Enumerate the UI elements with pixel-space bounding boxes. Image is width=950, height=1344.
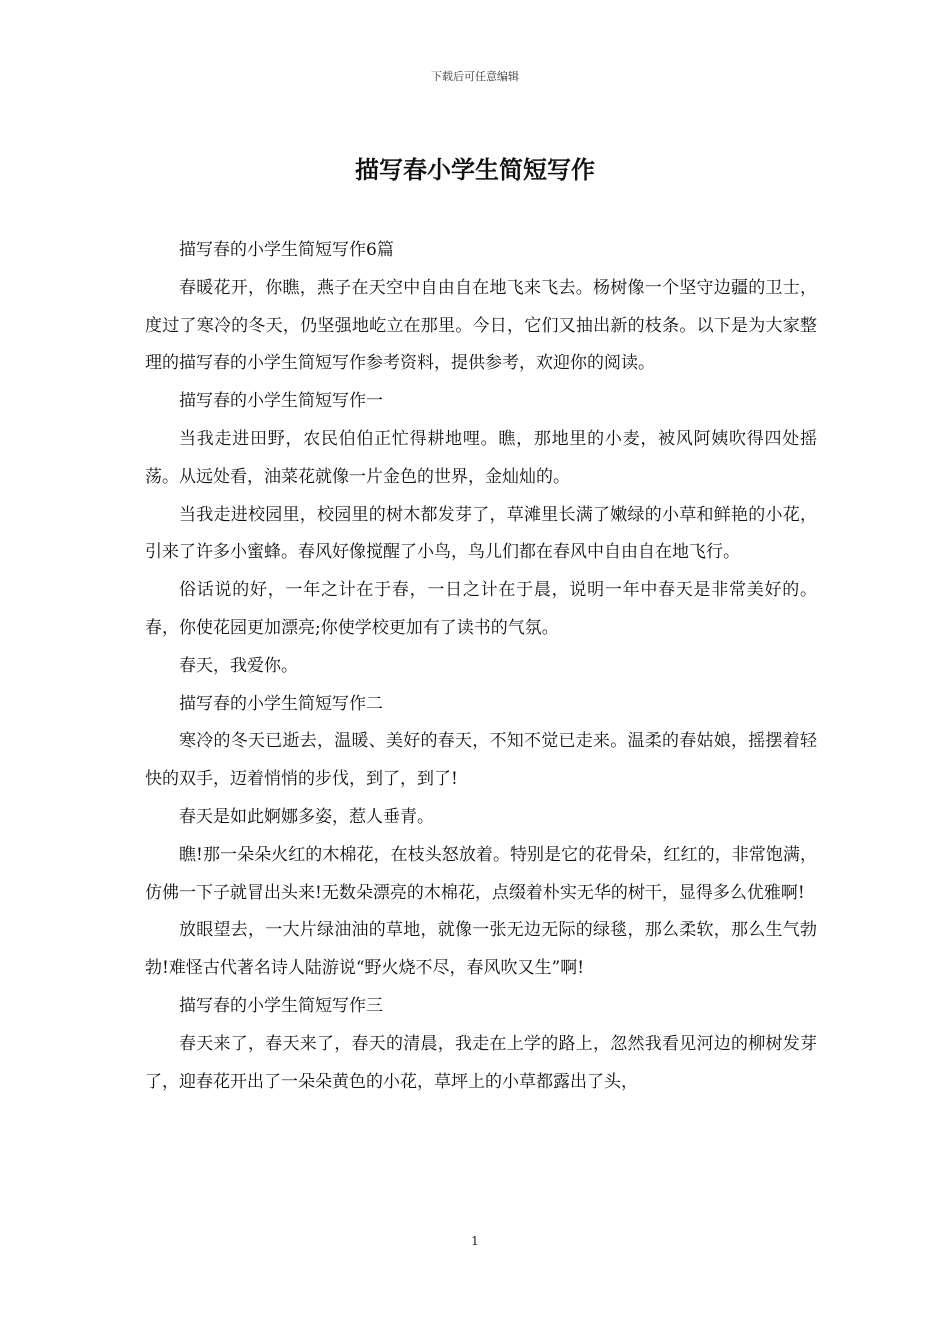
body-paragraph: 俗话说的好，一年之计在于春，一日之计在于晨，说明一年中春天是非常美好的。春，你使花园更加漂亮;你使学校更加有了读书的气氛。 <box>145 580 817 638</box>
document-body <box>145 232 817 1101</box>
subtitle-paragraph: 描写春的小学生简短写作6篇 <box>179 240 394 260</box>
body-paragraph: 春天，我爱你。 <box>179 655 298 676</box>
body-paragraph: 当我走进田野，农民伯伯正忙得耕地哩。瞧，那地里的小麦，被风阿姨吹得四处摇荡。从远处看，油菜花就像一片金色的世界，金灿灿的。 <box>145 428 817 487</box>
page-number: 1 <box>471 1234 479 1248</box>
body-paragraph: 寒冷的冬天已逝去，温暖、美好的春天，不知不觉已走来。温柔的春姑娘，摇摆着轻快的双手，迈着悄悄的步伐，到了，到了! <box>145 731 817 790</box>
header-note: 下载后可任意编辑 <box>431 70 519 83</box>
document-title: 描写春小学生简短写作 <box>355 155 595 184</box>
section-heading-2: 描写春的小学生简短写作二 <box>179 693 383 714</box>
intro-paragraph: 春暖花开，你瞧，燕子在天空中自由自在地飞来飞去。杨树像一个坚守边疆的卫士，度过了寒冷的冬天，仍坚强地屹立在那里。今日，它们又抽出新的枝条。以下是为大家整理的描写春的小学生简短写作参考资料，提供参考，欢迎你的阅读。 <box>145 277 817 374</box>
body-paragraph: 放眼望去，一大片绿油油的草地，就像一张无边无际的绿毯，那么柔软，那么生气勃勃!难怪古代著名诗人陆游说“野火烧不尽，春风吹又生”啊! <box>145 920 817 979</box>
section-heading-3: 描写春的小学生简短写作三 <box>179 995 383 1016</box>
body-paragraph: 瞧!那一朵朵火红的木棉花，在枝头怒放着。特别是它的花骨朵，红红的，非常饱满，仿佛一下子就冒出头来!无数朵漂亮的木棉花，点缀着朴实无华的树干，显得多么优雅啊! <box>145 844 817 903</box>
body-paragraph: 春天是如此婀娜多姿，惹人垂青。 <box>179 806 434 827</box>
body-paragraph: 当我走进校园里，校园里的树木都发芽了，草滩里长满了嫩绿的小草和鲜艳的小花，引来了许多小蜜蜂。春风好像搅醒了小鸟，鸟儿们都在春风中自由自在地飞行。 <box>145 504 817 563</box>
section-heading-1: 描写春的小学生简短写作一 <box>179 391 383 412</box>
body-paragraph: 春天来了，春天来了，春天的清晨，我走在上学的路上，忽然我看见河边的柳树发芽了，迎春花开出了一朵朵黄色的小花，草坪上的小草都露出了头， <box>145 1033 817 1092</box>
